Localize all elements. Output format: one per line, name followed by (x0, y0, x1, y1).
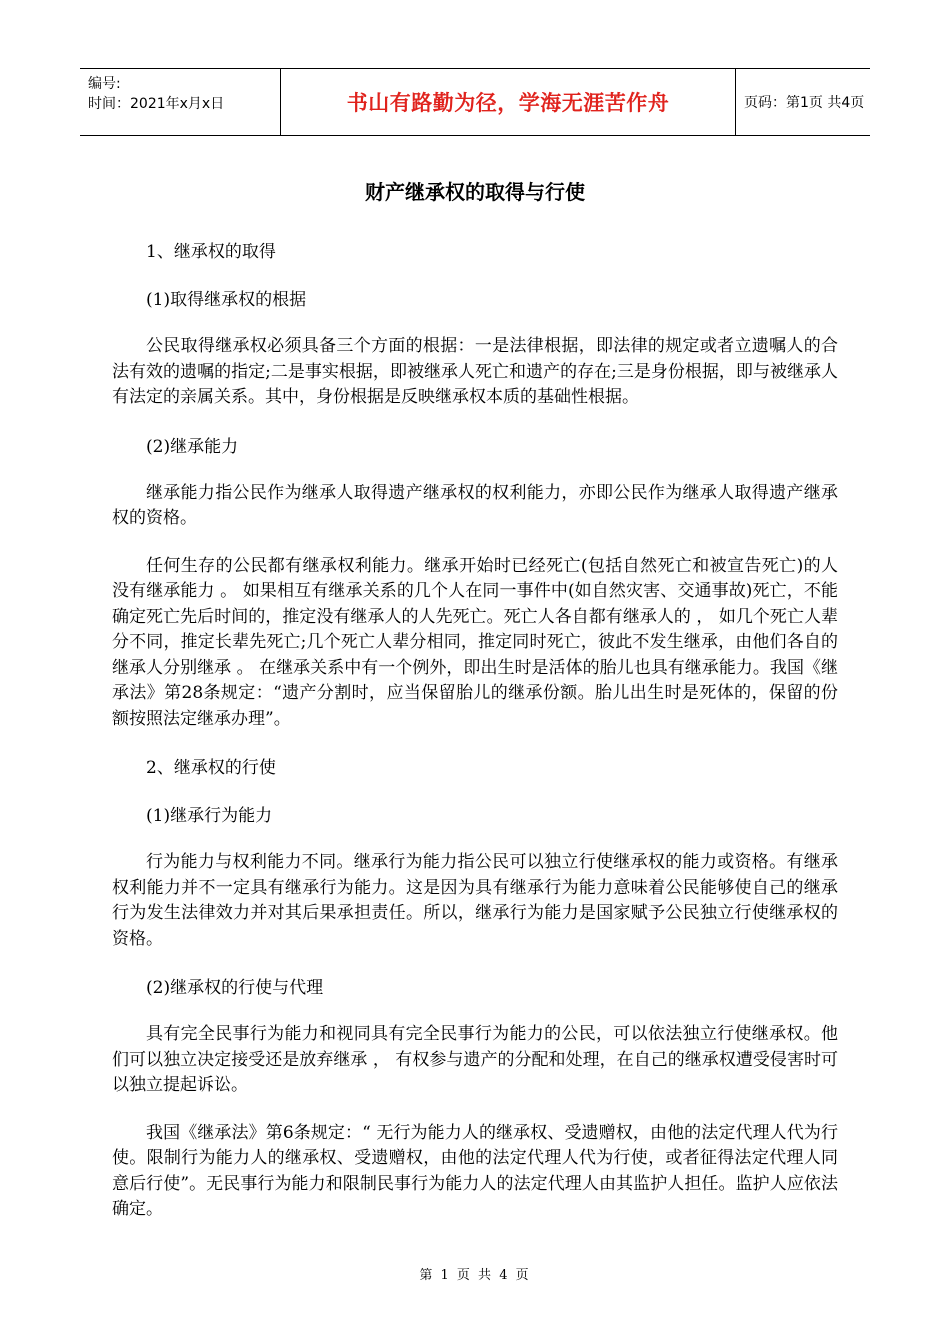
header-page-cell (736, 69, 870, 135)
subsection-heading-1-1: (1)取得继承权的根据 (146, 290, 307, 310)
page-code: 页码：第1页 共4页 (744, 95, 865, 111)
paragraph: 行为能力与权利能力不同。继承行为能力指公民可以独立行使继承权的能力或资格。有继承权利能力并不一定具有继承行为能力。这是因为具有继承行为能力意味着公民能够使自己的继承行为发生法律效力并对其后果承担责任。所以，继承行为能力是国家赋予公民独立行使继承权的资格。 (112, 852, 838, 949)
subsection-heading-2-2: (2)继承权的行使与代理 (146, 978, 324, 998)
document-header (80, 68, 870, 136)
header-info-cell (80, 69, 280, 135)
subsection-heading-1-2: (2)继承能力 (146, 436, 239, 457)
motto-text: 书山有路勤为径，学海无涯苦作舟 (346, 91, 670, 115)
paragraph: 任何生存的公民都有继承权利能力。继承开始时已经死亡(包括自然死亡和被宣告死亡)的人没有继承能力 。 如果相互有继承关系的几个人在同一事件中(如自然灾害、交通事故)死亡，不能确定死亡先后时间的，推定没有继承人的人先死亡。死亡人各自都有继承人的 ， 如几个死亡人辈分不同，推定长辈先死亡;几个死亡人辈分相同，推定同时死亡，彼此不发生继承，由他们各自的继承人分别继承 。 在继承关系中有一个例外，即出生时是活体的胎儿也具有继承能力。我国《继承法》第28条规定：“遗产分割时，应当保留胎儿的继承份额。胎儿出生时是死体的，保留的份额按照法定继承办理”。 (112, 555, 838, 729)
paragraph: 公民取得继承权必须具备三个方面的根据：一是法律根据，即法律的规定或者立遗嘱人的合法有效的遗嘱的指定;二是事实根据，即被继承人死亡和遗产的存在;三是身份根据，即与被继承人有法定的亲属关系。其中，身份根据是反映继承权本质的基础性根据。 (112, 336, 838, 407)
paragraph: 具有完全民事行为能力和视同具有完全民事行为能力的公民，可以依法独立行使继承权。他们可以独立决定接受还是放弃继承 ， 有权参与遗产的分配和处理，在自己的继承权遭受侵害时可以独立提起诉讼。 (112, 1024, 838, 1095)
document-body (112, 238, 838, 1245)
subsection-heading-2-1: (1)继承行为能力 (146, 806, 273, 826)
section-heading-2: 2、继承权的行使 (146, 758, 276, 778)
paragraph: 我国《继承法》第6条规定：“ 无行为能力人的继承权、受遗赠权，由他的法定代理人代为行使。限制行为能力人的继承权、受遗赠权，由他的法定代理人代为行使，或者征得法定代理人同意后行使”。无民事行为能力和限制民事行为能力人的法定代理人由其监护人担任。监护人应依法确定。 (112, 1122, 838, 1219)
paragraph: 继承能力指公民作为继承人取得遗产继承权的权利能力，亦即公民作为继承人取得遗产继承权的资格。 (112, 482, 838, 528)
document-title: 财产继承权的取得与行使 (365, 180, 585, 204)
date-label: 时间：2021年x月x日 (88, 96, 225, 112)
number-label: 编号: (88, 76, 121, 92)
section-heading-1: 1、继承权的取得 (146, 242, 276, 262)
header-motto-cell (280, 69, 736, 135)
page-footer: 第 1 页 共 4 页 (419, 1268, 531, 1283)
